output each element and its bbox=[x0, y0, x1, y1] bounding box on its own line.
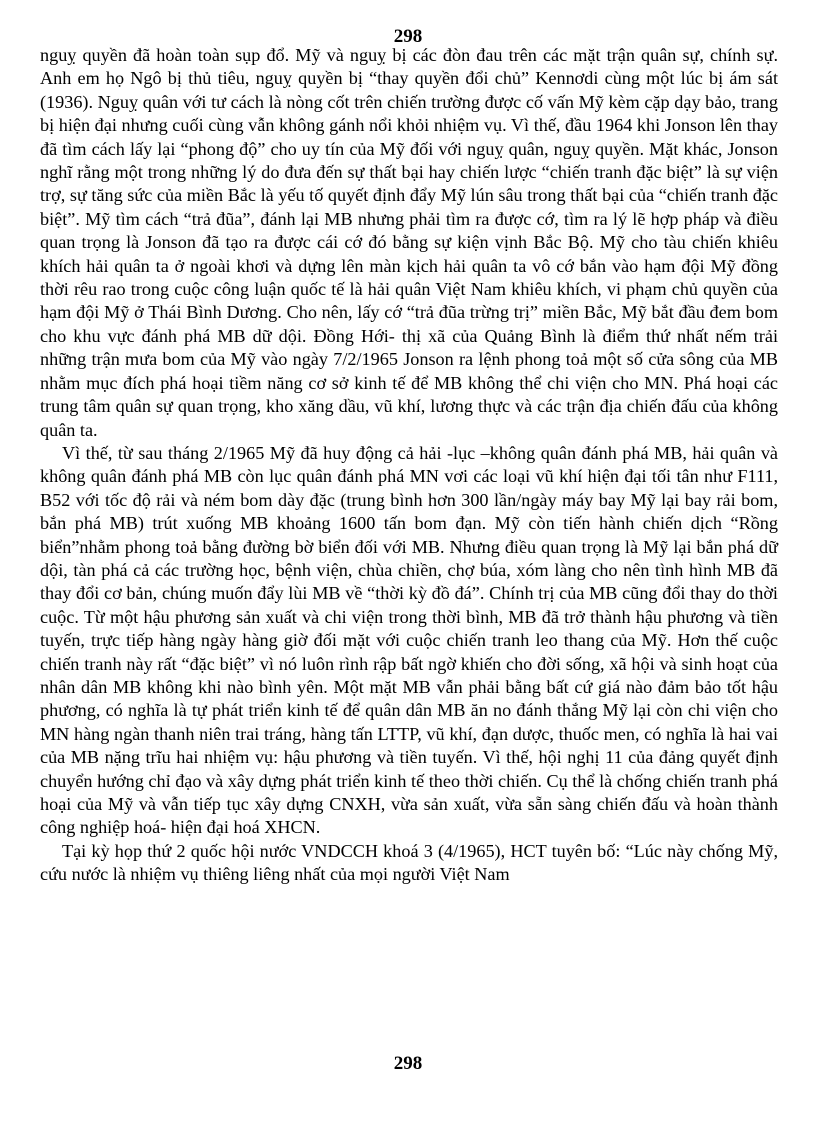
paragraph-2: Vì thế, từ sau tháng 2/1965 Mỹ đã huy động cả hải -lục –không quân đánh phá MB, hải quân và không quân đánh phá MB còn lục quân đánh phá MN vơi các loại vũ khí hiện đại tối tân như F111, B52 với tốc độ rải và ném bom dày đặc (trung bình hơn 300 lần/ngày máy bay Mỹ lại bay rải bom, bắn phá MB) trút xuống MB khoảng 1600 tấn bom đạn. Mỹ còn tiến hành chiến dịch “Rồng biển”nhằm phong toả bằng đường bờ biển đối với MB. Nhưng điều quan trọng là Mỹ lại bắn phá dữ dội, tàn phá cả các trường học, bệnh viện, chùa chiền, chợ búa, xóm làng cho nên tình hình MB đã thay đổi cơ bản, chúng muốn đẩy lùi MB về “thời kỳ đồ đá”. Chính trị của MB cũng đổi thay do thời cuộc. Từ một hậu phương sản xuất và chi viện trong thời bình, MB đã trở thành hậu phương và tiền tuyến, trực tiếp hàng ngày hàng giờ đối mặt với cuộc chiến tranh leo thang của Mỹ. Hơn thế cuộc chiến tranh này rất “đặc biệt” vì nó luôn rình rập bất ngờ khiến cho đời sống, xã hội và sinh hoạt của nhân dân MB không khi nào bình yên. Một mặt MB vẫn phải bằng bất cứ giá nào đảm bảo tốt hậu phương, có nghĩa là tự phát triển kinh tế để quân dân MB ăn no đánh thắng Mỹ lại còn chi viện cho MN hàng ngàn thanh niên trai tráng, hàng tấn LTTP, vũ khí, đạn dược, thuốc men, có nghĩa là hai vai của MB nặng trĩu hai nhiệm vụ: hậu phương và tiền tuyến. Vì thế, hội nghị 11 của đảng quyết định chuyển hướng chỉ đạo và xây dựng phát triển kinh tế theo thời chiến. Cụ thể là chống chiến tranh phá hoại của Mỹ và vẫn tiếp tục xây dựng CNXH, vừa sản xuất, vừa sẵn sàng chiến đấu và hoàn thành công nghiệp hoá- hiện đại hoá XHCN. bbox=[40, 442, 778, 838]
page-number-top: 298 bbox=[393, 26, 423, 47]
paragraph-1: nguỵ quyền đã hoàn toàn sụp đổ. Mỹ và nguỵ bị các đòn đau trên các mặt trận quân sự, chính sự. Anh em họ Ngô bị thủ tiêu, nguỵ quyền bị “thay quyền đổi chủ” Kennơdi cùng một lúc bị ám sát (1936). Nguỵ quân với tư cách là nòng cốt trên chiến trường được cố vấn Mỹ kèm cặp dạy bảo, trang bị hiện đại nhưng cuối cùng vẫn không gánh nổi khỏi nhiệm vụ. Vì thế, đầu 1964 khi Jonson lên thay đã tìm cách lấy lại “phong độ” cho uy tín của Mỹ đối với nguỵ quân, nguỵ quyền. Mặt khác, Jonson nghĩ rằng một trong những lý do đưa đến sự thất bại hay chiến lược “chiến tranh đặc biệt” là sự viện trợ, sự tăng sức của miền Bắc là yếu tố quyết định đẩy Mỹ lún sâu trong thất bại của “chiến tranh đặc biệt”. Mỹ tìm cách “trả đũa”, đánh lại MB nhưng phải tìm ra được cớ, tìm ra lý lẽ hợp pháp và điều quan trọng là Jonson đã tạo ra được cái cớ đó bằng sự kiện vịnh Bắc Bộ. Mỹ cho tàu chiến khiêu khích hải quân ta ở ngoài khơi và dựng lên màn kịch hải quân ta vô cớ bắn vào hạm đội Mỹ đồng thời rêu rao trong cuộc công luận quốc tế là hải quân Việt Nam khiêu khích, vi phạm chủ quyền của hạm đội Mỹ ở Thái Bình Dương. Cho nên, lấy cớ “trả đũa trừng trị” miền Bắc, Mỹ bắt đầu đem bom cho khu vực đánh phá MB dữ dội. Đồng Hới- thị xã của Quảng Bình là điểm thứ nhất nếm trải những trận mưa bom của Mỹ vào ngày 7/2/1965 Jonson ra lệnh phong toả một số cửa sông của MB nhằm mục đích phá hoại tiềm năng cơ sở kinh tế để MB không thể chi viện cho MN. Phá hoại các trung tâm quân sự quan trọng, kho xăng dầu, vũ khí, lương thực và các trận địa chiến đấu của không quân ta. bbox=[40, 45, 778, 440]
body-text bbox=[40, 44, 778, 887]
paragraph-3: Tại kỳ họp thứ 2 quốc hội nước VNDCCH khoá 3 (4/1965), HCT tuyên bố: “Lúc này chống Mỹ, cứu nước là nhiệm vụ thiêng liêng nhất của mọi người Việt Nam bbox=[40, 840, 778, 885]
page-number-bottom: 298 bbox=[393, 1053, 423, 1074]
